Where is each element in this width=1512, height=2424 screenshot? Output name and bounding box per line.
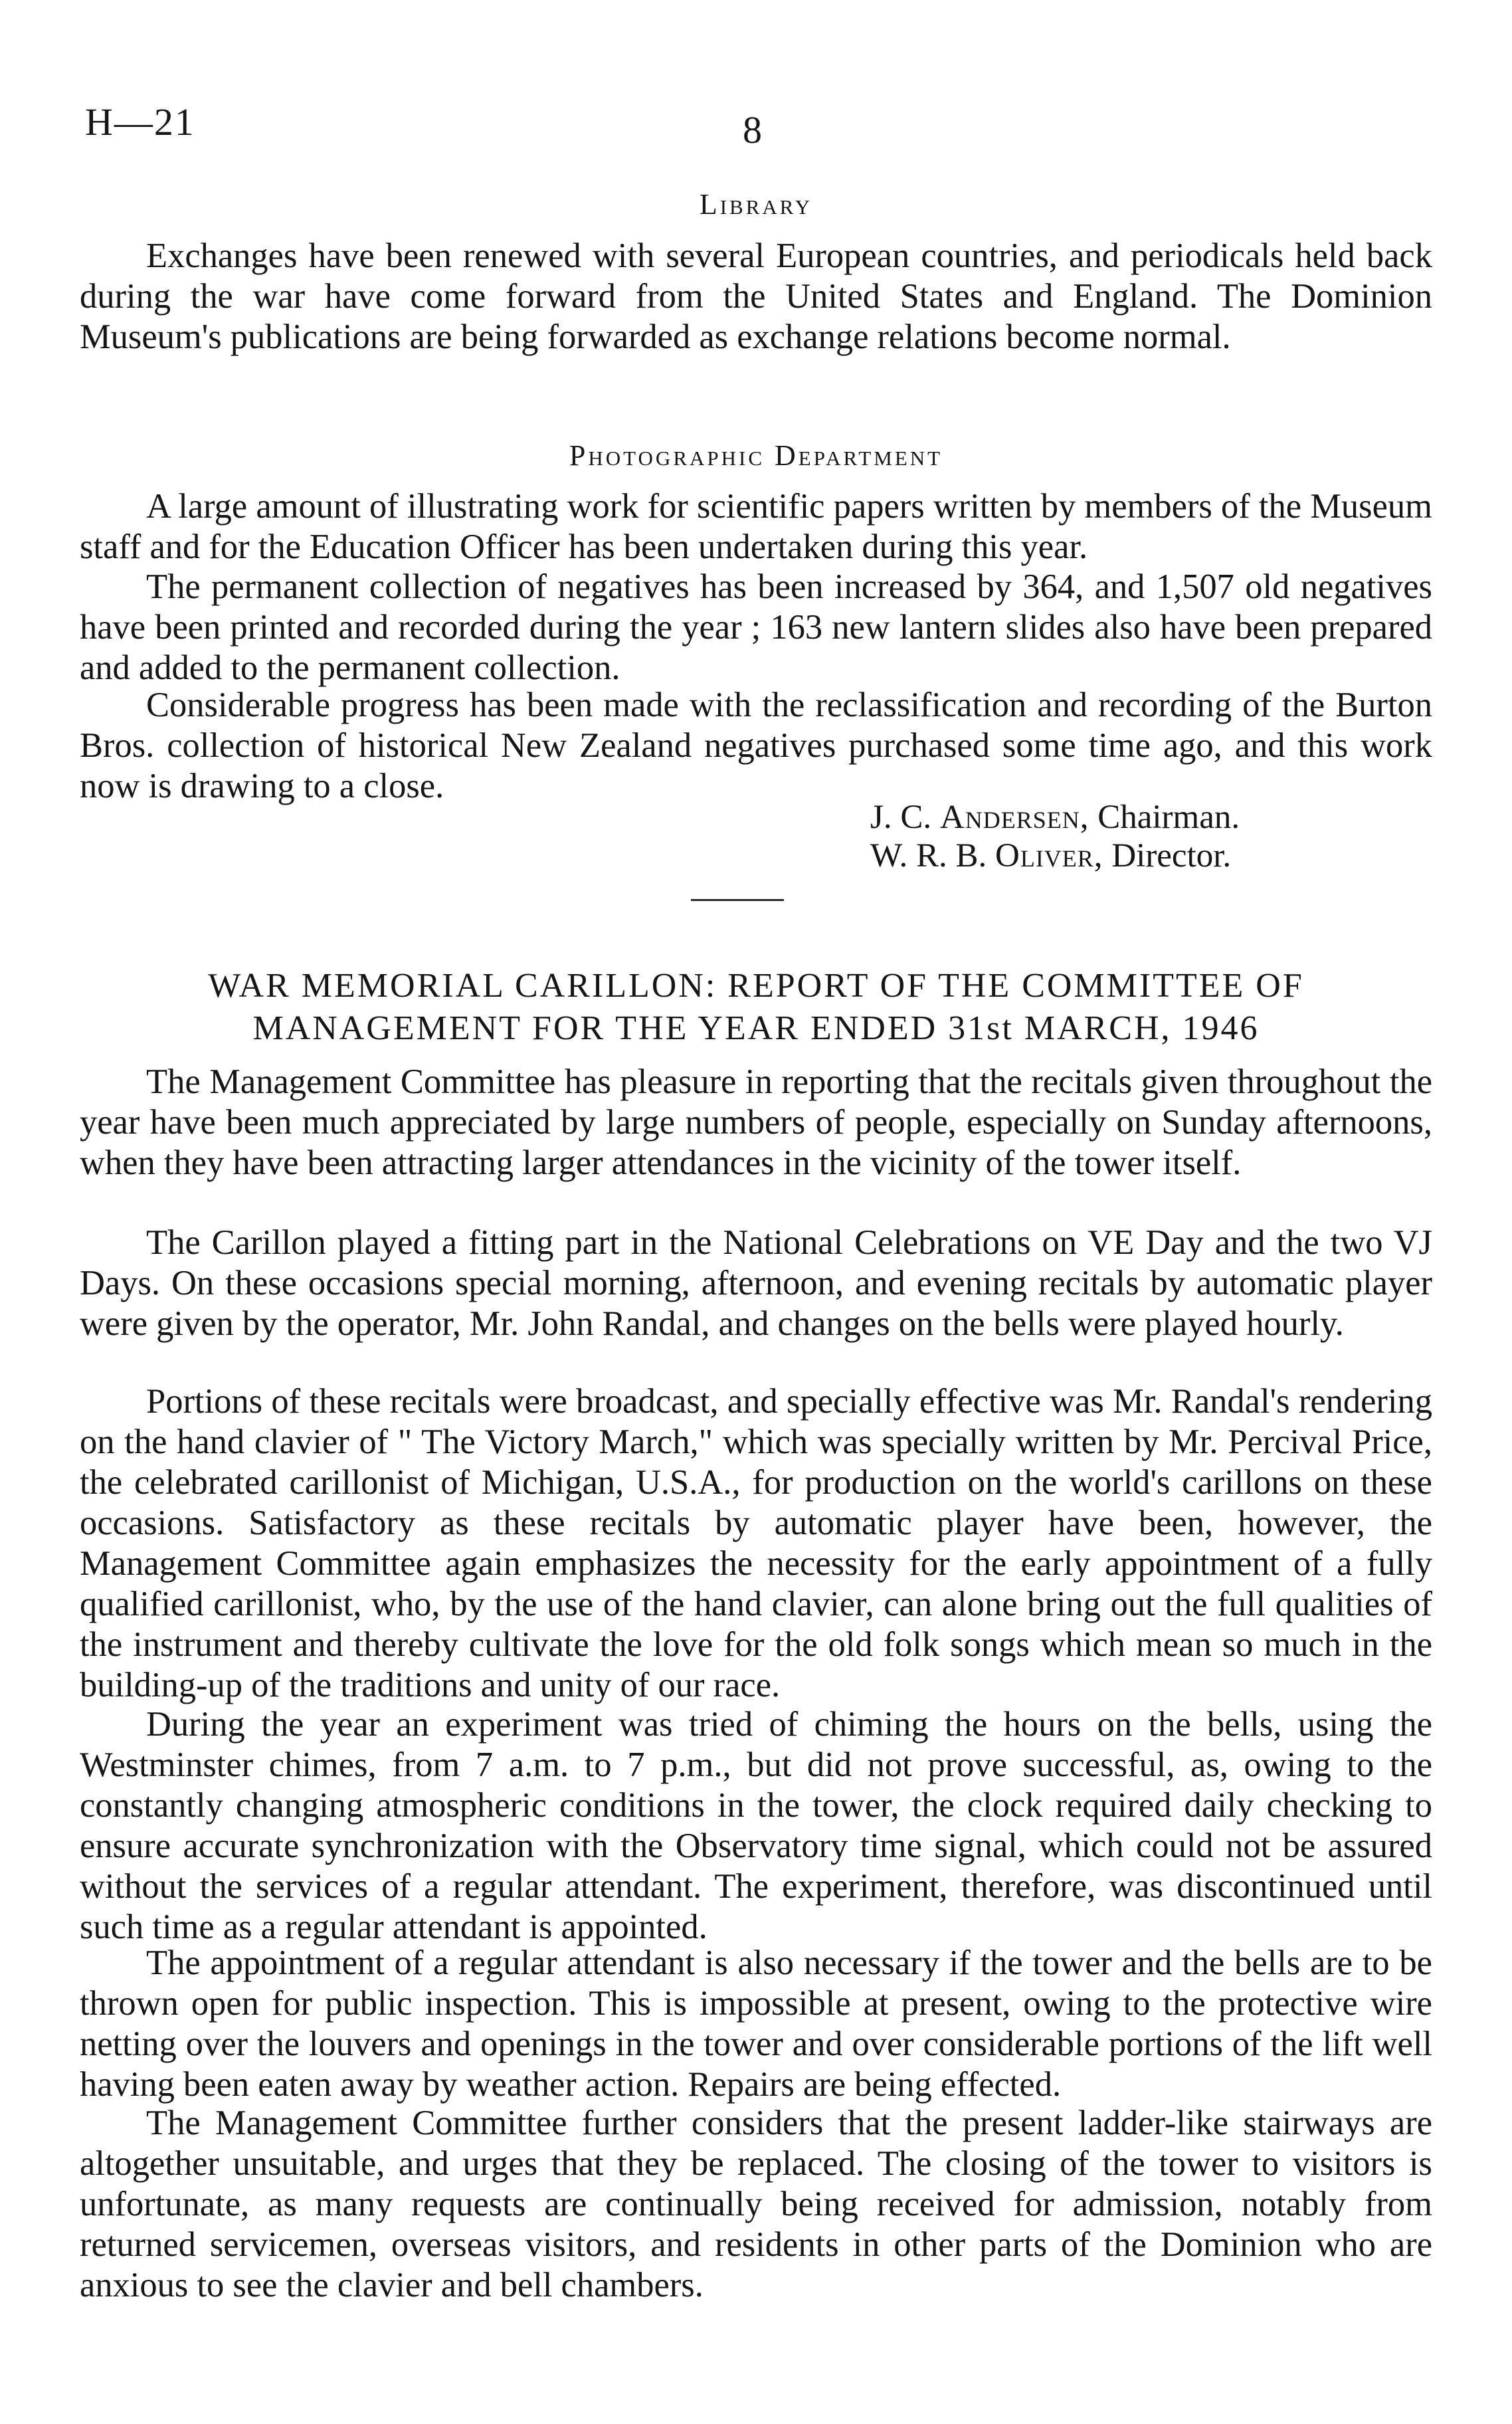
carillon-report-title: WAR MEMORIAL CARILLON: REPORT OF THE COMMITTEE OF MANAGEMENT FOR THE YEAR ENDED 31st MARCH, 1946	[208, 967, 1304, 1047]
director-initials: W. R. B.	[870, 837, 987, 874]
photographic-paragraph-2: The permanent collection of negatives has been increased by 364, and 1,507 old negatives have been printed and recorded during the year ; 163 new lantern slides also have been prepared and added to the permanent collection.	[80, 567, 1432, 687]
photographic-heading: Photographic Department	[569, 439, 943, 472]
document-reference: H—21	[85, 100, 195, 144]
chairman-role: Chairman.	[1097, 799, 1240, 836]
carillon-paragraph-6: The Management Committee further considers that the present ladder-like stairways are altogether unsuitable, and urges that they be replaced. The closing of the tower to visitors is unfortunate, as many requests are continually being received for admission, notably from returned servicemen, overseas visitors, and residents in other parts of the Dominion who are anxious to see the clavier and bell chambers.	[80, 2104, 1432, 2304]
photographic-paragraph-1: A large amount of illustrating work for scientific papers written by members of the Museum staff and for the Education Officer has been undertaken during this year.	[80, 487, 1432, 566]
chairman-surname: Andersen,	[939, 799, 1089, 836]
carillon-paragraph-3: Portions of these recitals were broadcast, and specially effective was Mr. Randal's rendering on the hand clavier of " The Victory March," which was specially written by Mr. Percival Price, the celebrated carillonist of Michigan, U.S.A., for production on the world's carillons on these occasions. Satisfactory as these recitals by automatic player have been, however, the Management Committee again emphasizes the necessity for the early appointment of a fully qualified carillonist, who, by the use of the hand clavier, can alone bring out the full qualities of the instrument and thereby cultivate the love for the old folk songs which mean so much in the building-up of the traditions and unity of our race.	[80, 1382, 1432, 1704]
page-header	[85, 100, 1432, 153]
chairman-initials: J. C.	[870, 799, 932, 836]
director-signature	[870, 836, 1231, 876]
carillon-paragraph-1: The Management Committee has pleasure in reporting that the recitals given throughout the year have been much appreciated by large numbers of people, especially on Sunday afternoons, when they have been attracting larger attendances in the vicinity of the tower itself.	[80, 1062, 1432, 1182]
carillon-paragraph-2: The Carillon played a fitting part in the National Celebrations on VE Day and the two VJ Days. On these occasions special morning, afternoon, and evening recitals by automatic player were given by the operator, Mr. John Randal, and changes on the bells were played hourly.	[80, 1223, 1432, 1343]
director-surname: Oliver,	[995, 837, 1103, 874]
photographic-paragraph-3: Considerable progress has been made with the reclassification and recording of the Burton Bros. collection of historical New Zealand negatives purchased some time ago, and this work now is drawing to a close.	[80, 686, 1432, 805]
carillon-paragraph-5: The appointment of a regular attendant is also necessary if the tower and the bells are to be thrown open for public inspection. This is impossible at present, owing to the protective wire netting over the louvers and openings in the tower and over considerable portions of the lift well having been eaten away by weather action. Repairs are being effected.	[80, 1944, 1432, 2104]
director-role: Director.	[1111, 837, 1232, 874]
library-paragraph: Exchanges have been renewed with several European countries, and periodicals held back during the war have come forward from the United States and England. The Dominion Museum's publications are being forwarded as exchange relations become normal.	[80, 237, 1432, 356]
page-number: 8	[743, 108, 762, 152]
carillon-paragraph-4: During the year an experiment was tried of chiming the hours on the bells, using the Westminster chimes, from 7 a.m. to 7 p.m., but did not prove successful, as, owing to the constantly changing atmospheric conditions in the tower, the clock required daily checking to ensure accurate synchronization with the Observatory time signal, which could not be assured without the services of a regular attendant. The experiment, therefore, was discontinued until such time as a regular attendant is appointed.	[80, 1705, 1432, 1946]
chairman-signature	[870, 797, 1240, 838]
section-divider	[691, 899, 784, 901]
library-heading: Library	[699, 188, 813, 221]
